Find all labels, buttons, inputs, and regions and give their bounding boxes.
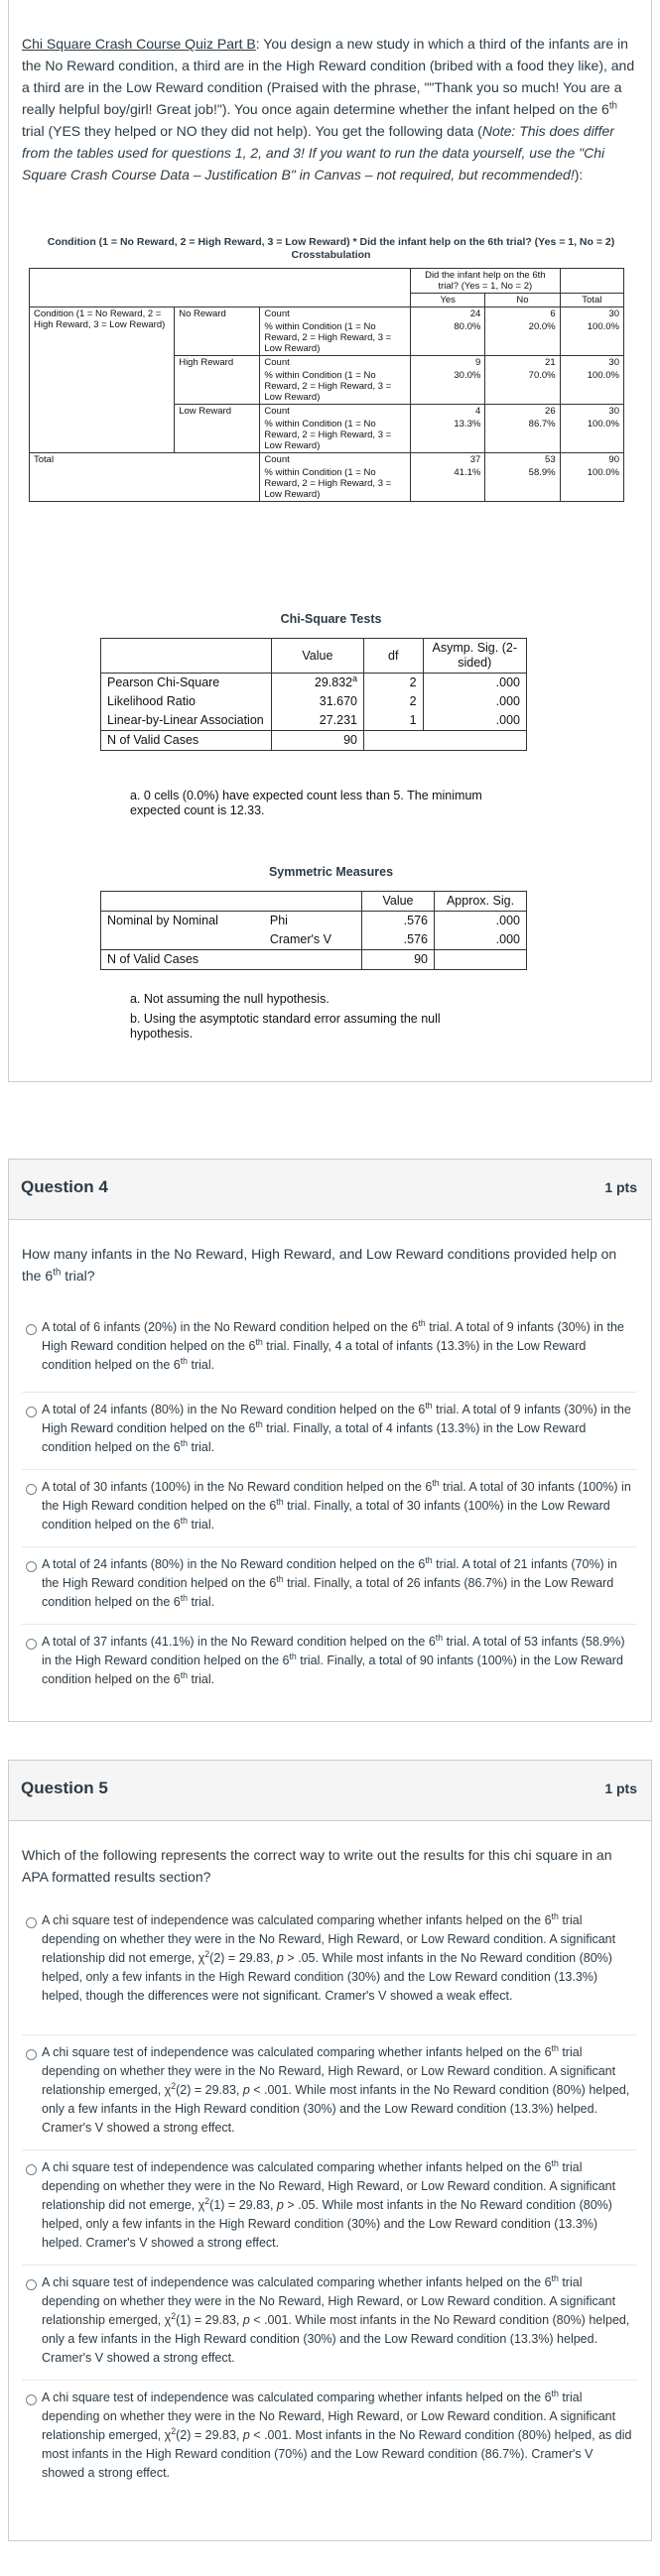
sym-table: Value Approx. Sig. Nominal by Nominal Phi .576 .000 Cramer's V .576 .000 N of Valid Cases 90 (100, 891, 527, 970)
radio-button[interactable] (26, 1917, 37, 1928)
question-5-title: Question 5 (21, 1779, 108, 1797)
crosstab-row-no-reward: Condition (1 = No Reward, 2 = High Reward, 3 = Low Reward) No Reward Count 24 6 30 (30, 307, 624, 321)
q5-answer-option[interactable] (22, 2149, 637, 2260)
intro-text: Chi Square Crash Course Quiz Part B: You design a new study in which a third of the infants are in the No Reward condition, a third are in the High Reward condition (bribed with a food they like), and a third are in the Low Reward condition (Praised with the phrase, ""Thank you so much! You are a really helpful boy/girl! Great job!"). You once again determine whether the infant helped on the 6th trial (YES they helped or NO they did not help). You get the following data (Note: This does differ from the tables used for questions 1, 2, and 3! If you want to run the data yourself, use the "Chi Square Crash Course Data – Justification B" in Canvas – not required, but recommended!): (22, 36, 635, 183)
radio-button[interactable] (26, 1407, 37, 1417)
q4-answer-option[interactable] (22, 1546, 637, 1619)
answer-text: A total of 24 infants (80%) in the No Reward condition helped on the 6th trial. A total of 9 infants (30%) in the High Reward condition helped on the 6th trial. Finally, a total of 4 infants (13.3%) in the Low Reward condition helped on the 6th trial. (42, 1400, 631, 1454)
question-5-text: Which of the following represents the correct way to write out the results for this chi square in an APA formatted results section? (22, 1847, 612, 1885)
chisq-row-linear: Linear-by-Linear Association 27.231 1 .000 (101, 711, 527, 731)
sym-row-n: N of Valid Cases 90 (101, 950, 527, 970)
chisq-row-pearson: Pearson Chi-Square 29.832$^a$ 2 .000 (101, 674, 527, 693)
answer-text: A chi square test of independence was calculated comparing whether infants helped on the 6th trial depending on whether they were in the No Reward, High Reward, or Low Reward condition. A significant relationship did not emerge, $\chi^2(2) = 29.83$, p > .05. While most infants in the No Reward condition (80%) helped, only a few infants in the High Reward condition (30%) and the Low Reward condition (13.3%) helped, though the differences were not significant. Cramer's V showed a weak effect. (42, 1910, 616, 2003)
answer-text: A total of 37 infants (41.1%) in the No Reward condition helped on the 6th trial. A total of 53 infants (58.9%) in the High Reward condition helped on the 6th trial. Finally, a total of 90 infants (100%) in the Low Reward condition helped on the 6th trial. (42, 1632, 625, 1686)
chisq-row-likelihood: Likelihood Ratio 31.670 2 .000 (101, 692, 527, 711)
sym-row-cramers-v: Cramer's V .576 .000 (101, 930, 527, 950)
answer-text: A total of 24 infants (80%) in the No Reward condition helped on the 6th trial. A total of 21 infants (70%) in the High Reward condition helped on the 6th trial. Finally, a total of 26 infants (86.7%) in the Low Reward condition helped on the 6th trial. (42, 1554, 617, 1609)
radio-button[interactable] (26, 2279, 37, 2290)
q4-answer-option[interactable] (22, 1392, 637, 1464)
answer-text: A chi square test of independence was calculated comparing whether infants helped on the 6th trial depending on whether they were in the No Reward, High Reward, or Low Reward condition. A significant relationship emerged, $\chi^2(1) = 29.83$, p < .001. While most infants in the No Reward condition (80%) helped, only a few infants in the High Reward condition (30%) and the Low Reward condition (13.3%) helped. Cramer's V showed a strong effect. (42, 2272, 630, 2365)
crosstab-table: Did the infant help on the 6th trial? (Yes = 1, No = 2) Yes No Total Condition (1 = No Reward, 2 = High Reward, 3 = Low Reward) No Reward Count 24 6 30 % within Condition (1 = No Reward, 2 = High Reward, 3 = Low Reward) 80.0% 20.0% 100.0% High Reward Count 9 21 30 % within Condition (1 = No Reward, 2 = High Reward, 3 = Low Reward) 30.0% 70.0% 100.0% Low Reward Count 4 26 30 % within Condition (1 = No Reward, 2 = High Reward, 3 = Low Reward) 13.3% 86.7% 100.0% Total Count 37 53 90 % within Condition (1 = No Reward, 2 = High Reward, 3 = Low Reward) 41.1% 58.9% 100.0% (29, 268, 624, 502)
question-4-title: Question 4 (21, 1177, 108, 1196)
question-5-card (8, 1760, 652, 2541)
crosstab-row-high-reward: High Reward Count 9 21 30 (30, 356, 624, 370)
chisq-table: Value df Asymp. Sig. (2-sided) Pearson Chi-Square 29.832$^a$ 2 .000 Likelihood Ratio 31.670 2 .000 Linear-by-Linear Association 27.231 1 .000 N of Valid Cases 90 (100, 638, 527, 751)
crosstab-title: Condition (1 = No Reward, 2 = High Reward, 3 = Low Reward) * Did the infant help on the 6th trial? (Yes = 1, No = 2) Crosstabulation (47, 236, 615, 261)
question-5-header (9, 1761, 651, 1821)
radio-button[interactable] (26, 1324, 37, 1335)
radio-button[interactable] (26, 1561, 37, 1572)
answer-text: A total of 30 infants (100%) in the No Reward condition helped on the 6th trial. A total of 30 infants (100%) in the High Reward condition helped on the 6th trial. Finally, a total of 30 infants (100%) in the Low Reward condition helped on the 6th trial. (42, 1477, 631, 1532)
question-4-points: 1 pts (604, 1179, 637, 1195)
answer-text: A chi square test of independence was calculated comparing whether infants helped on the 6th trial depending on whether they were in the No Reward, High Reward, or Low Reward condition. A significant relationship emerged, $\chi^2(2) = 29.83$, p < .001. While most infants in the No Reward condition (80%) helped, only a few infants in the High Reward condition (30%) and the Low Reward condition (13.3%) helped. Cramer's V showed a strong effect. (42, 2042, 630, 2135)
crosstab-row-low-reward: Low Reward Count 4 26 30 (30, 405, 624, 419)
question-4-header (9, 1160, 651, 1220)
q5-answer-option[interactable] (22, 2265, 637, 2375)
sym-note-b: b. Using the asymptotic standard error assuming the null hypothesis. (130, 1012, 441, 1041)
sym-row-phi: Nominal by Nominal Phi .576 .000 (101, 912, 527, 931)
question-4-text: How many infants in the No Reward, High Reward, and Low Reward conditions provided help on the 6th trial? (22, 1246, 617, 1284)
q5-answer-option[interactable] (22, 2034, 637, 2145)
answer-text: A total of 6 infants (20%) in the No Reward condition helped on the 6th trial. A total of 9 infants (30%) in the High Reward condition helped on the 6th trial. Finally, 4 a total of infants (13.3%) in the Low Reward condition helped on the 6th trial. (42, 1317, 624, 1372)
radio-button[interactable] (26, 1484, 37, 1495)
radio-button[interactable] (26, 1639, 37, 1650)
answer-text: A chi square test of independence was calculated comparing whether infants helped on the 6th trial depending on whether they were in the No Reward, High Reward, or Low Reward condition. A significant relationship did not emerge, $\chi^2(1) = 29.83$, p > .05. While most infants in the No Reward condition (80%) helped, only a few infants in the High Reward condition (30%) and the Low Reward condition (13.3%) helped. Cramer's V showed a strong effect. (42, 2157, 616, 2250)
question-5-points: 1 pts (604, 1780, 637, 1796)
radio-button[interactable] (26, 2164, 37, 2175)
sym-title: Symmetric Measures (268, 865, 394, 879)
q5-answer-option[interactable] (22, 1909, 637, 2028)
radio-button[interactable] (26, 2049, 37, 2060)
q4-answer-option[interactable] (22, 1469, 637, 1541)
question-4-card (8, 1159, 652, 1722)
q4-answer-option[interactable] (22, 1316, 637, 1386)
chisq-row-n: N of Valid Cases 90 (101, 731, 527, 751)
chisq-footnote: a. 0 cells (0.0%) have expected count less than 5. The minimum expected count is 12.33. (130, 789, 482, 817)
intro-link: Chi Square Crash Course Quiz Part B (22, 36, 256, 52)
chisq-title: Chi-Square Tests (280, 612, 382, 626)
crosstab-row-total: Total Count 37 53 90 (30, 453, 624, 467)
radio-button[interactable] (26, 2394, 37, 2405)
question-intro-card (8, 0, 652, 1082)
q5-answer-option[interactable] (22, 2380, 637, 2490)
intro-note: Note: This does differ from the tables used for questions 1, 2, and 3! If you want to run the data yourself, use the "Chi Square Crash Course Data – Justification B" in Canvas – not required, but recommended! (22, 123, 614, 183)
q4-answer-option[interactable] (22, 1624, 637, 1704)
answer-text: A chi square test of independence was calculated comparing whether infants helped on the 6th trial depending on whether they were in the No Reward, High Reward, or Low Reward condition. A significant relationship emerged, $\chi^2(2) = 29.83$, p < .001. Most infants in the No Reward condition (80%) helped, as did most infants in the High Reward condition (70%) and the Low Reward condition (86.7%). Cramer's V showed a strong effect. (42, 2388, 632, 2480)
sym-note-a: a. Not assuming the null hypothesis. (130, 992, 330, 1006)
